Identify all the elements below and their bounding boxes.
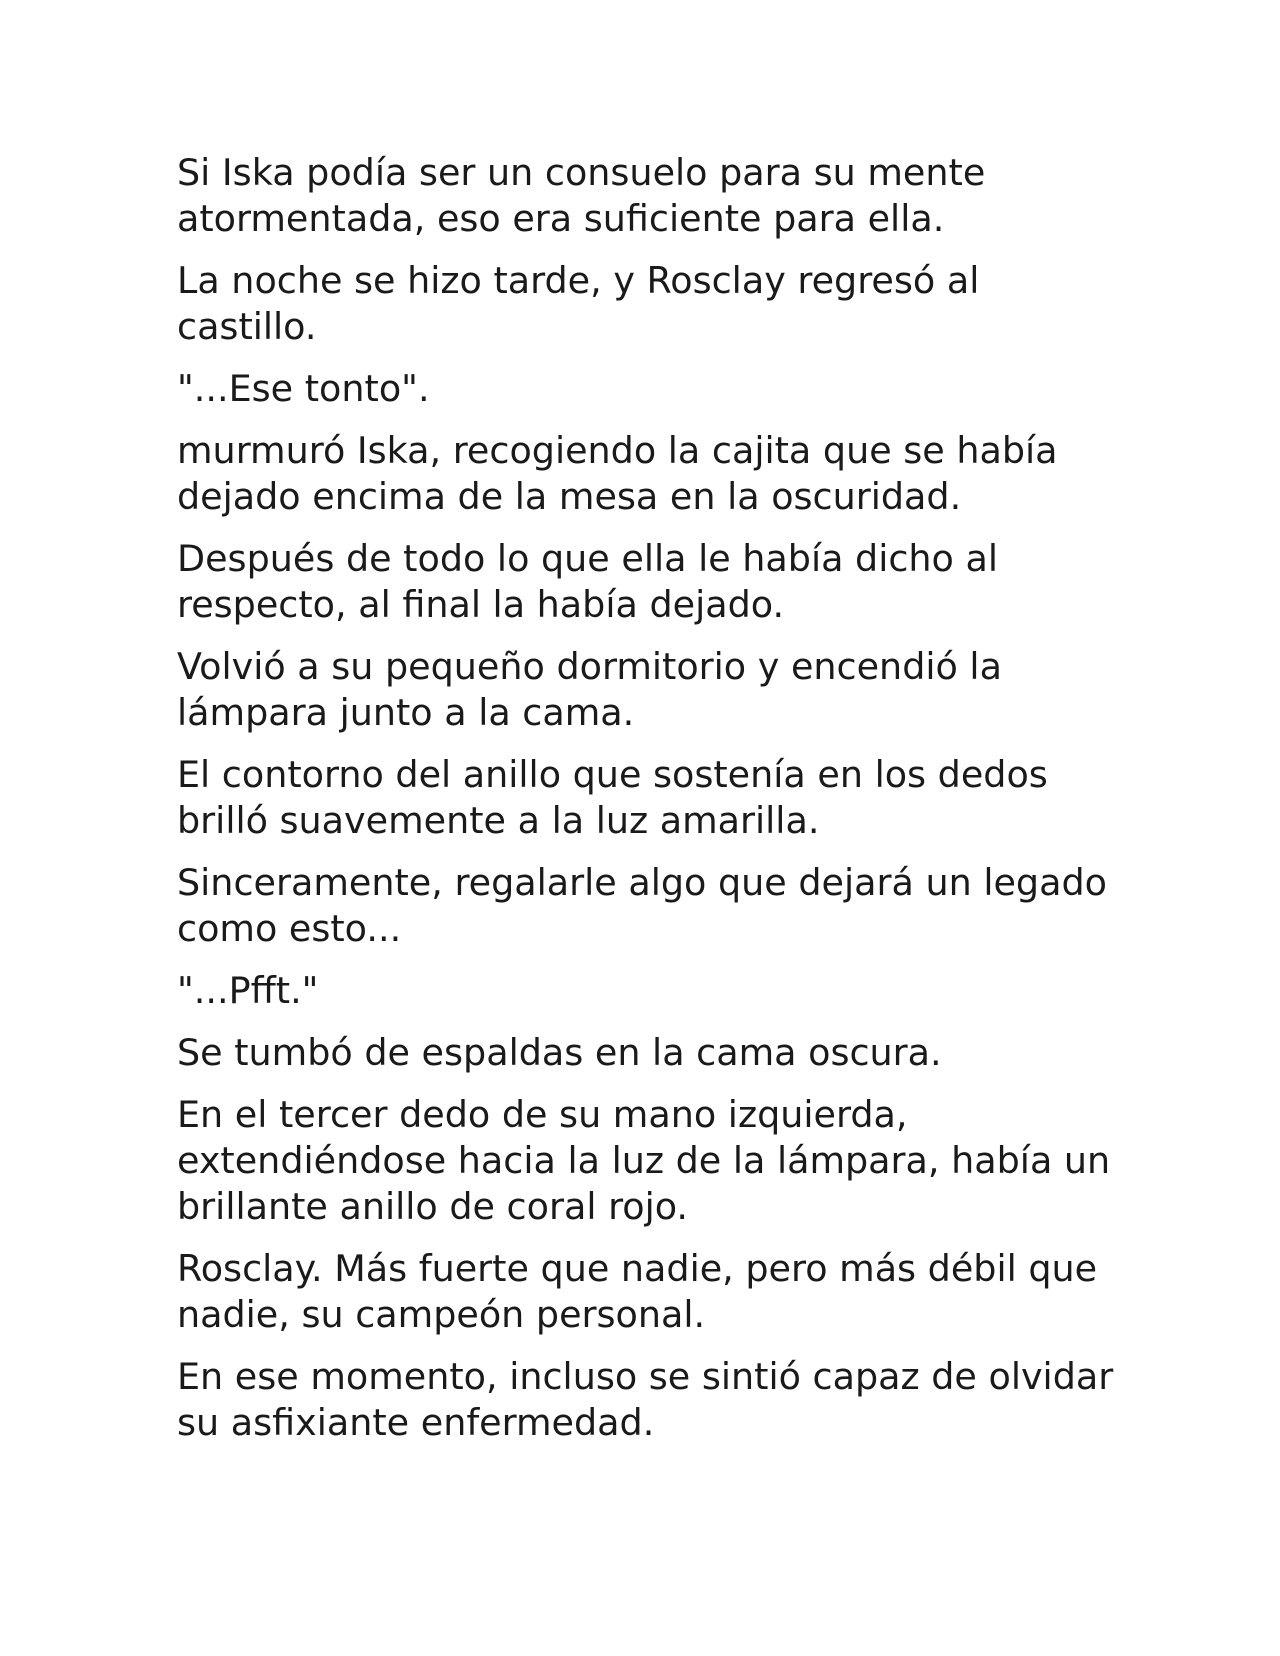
paragraph: La noche se hizo tarde, y Rosclay regresó al castillo.: [177, 259, 980, 348]
paragraph: El contorno del anillo que sostenía en los dedos brilló suavemente a la luz amarilla.: [177, 753, 1048, 842]
paragraph: Rosclay. Más fuerte que nadie, pero más débil que nadie, su campeón personal.: [177, 1247, 1098, 1336]
paragraph: Se tumbó de espaldas en la cama oscura.: [177, 1031, 942, 1074]
paragraph: Sinceramente, regalarle algo que dejará un legado como esto...: [177, 861, 1107, 950]
text-body: [177, 150, 1117, 1462]
paragraph: murmuró Iska, recogiendo la cajita que se había dejado encima de la mesa en la oscuridad.: [177, 429, 1058, 518]
paragraph: En ese momento, incluso se sintió capaz de olvidar su asfixiante enfermedad.: [177, 1355, 1114, 1444]
paragraph: "...Ese tonto".: [177, 367, 430, 410]
paragraph: Si Iska podía ser un consuelo para su mente atormentada, eso era suficiente para ella.: [177, 151, 986, 240]
paragraph: "...Pfft.": [177, 969, 319, 1012]
paragraph: Volvió a su pequeño dormitorio y encendió la lámpara junto a la cama.: [177, 645, 1002, 734]
paragraph: En el tercer dedo de su mano izquierda, extendiéndose hacia la luz de la lámpara, había un brillante anillo de coral rojo.: [177, 1093, 1111, 1228]
paragraph: Después de todo lo que ella le había dicho al respecto, al final la había dejado.: [177, 537, 999, 626]
